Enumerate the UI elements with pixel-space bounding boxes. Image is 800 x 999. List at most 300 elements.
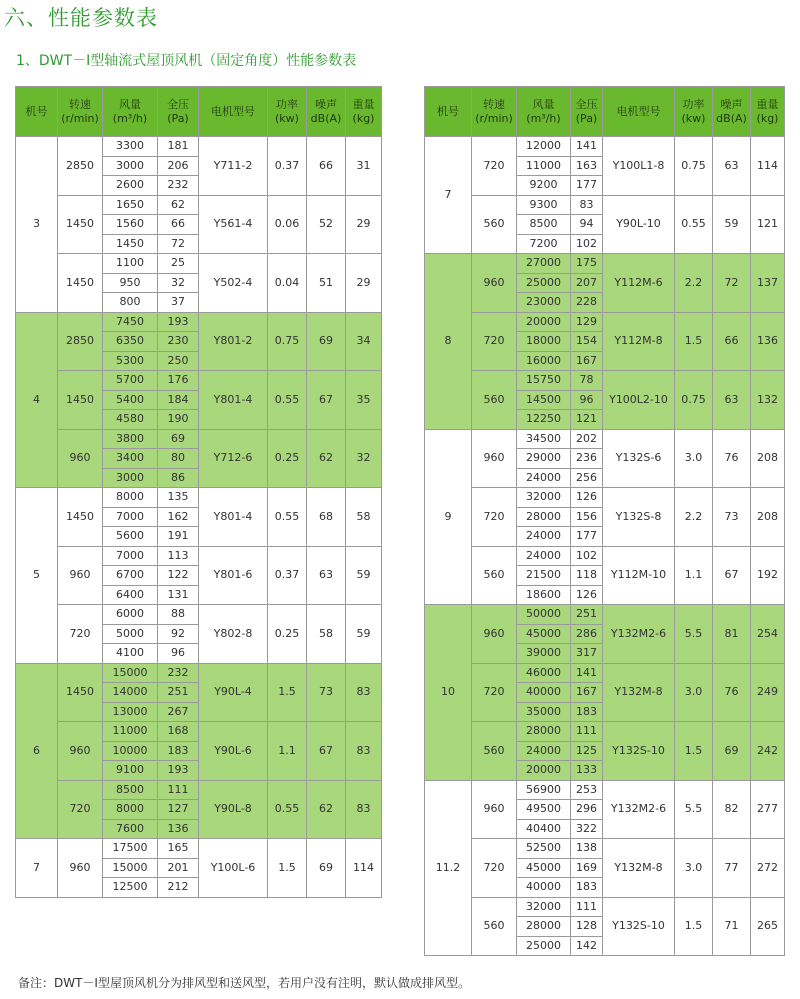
cell-air-volume: 1560 bbox=[103, 215, 158, 235]
header-model: 机号 bbox=[425, 87, 472, 137]
cell-weight: 29 bbox=[346, 254, 382, 313]
table-row bbox=[425, 195, 785, 215]
cell-air-volume: 3000 bbox=[103, 156, 158, 176]
cell-air-volume: 14500 bbox=[517, 390, 571, 410]
cell-motor: Y100L2-10 bbox=[603, 371, 675, 430]
cell-air-volume: 24000 bbox=[517, 527, 571, 547]
cell-weight: 59 bbox=[346, 546, 382, 605]
header-weight: 重量 (kg) bbox=[751, 87, 785, 137]
cell-model: 5 bbox=[16, 488, 58, 664]
cell-model: 10 bbox=[425, 605, 472, 781]
cell-pressure: 232 bbox=[158, 663, 199, 683]
cell-air-volume: 50000 bbox=[517, 605, 571, 625]
cell-air-volume: 800 bbox=[103, 293, 158, 313]
cell-air-volume: 7000 bbox=[103, 507, 158, 527]
cell-air-volume: 11000 bbox=[103, 722, 158, 742]
cell-model: 8 bbox=[425, 254, 472, 430]
cell-air-volume: 35000 bbox=[517, 702, 571, 722]
cell-speed: 960 bbox=[472, 254, 517, 313]
cell-power: 0.75 bbox=[675, 371, 713, 430]
footnote: 备注：DWT－Ⅰ型屋顶风机分为排风型和送风型，若用户没有注明，默认做成排风型。 bbox=[18, 976, 470, 990]
cell-motor: Y132S-10 bbox=[603, 722, 675, 781]
cell-pressure: 111 bbox=[571, 722, 603, 742]
cell-air-volume: 2600 bbox=[103, 176, 158, 196]
cell-power: 0.25 bbox=[268, 429, 307, 488]
cell-weight: 59 bbox=[346, 605, 382, 664]
cell-air-volume: 6400 bbox=[103, 585, 158, 605]
table-row bbox=[425, 722, 785, 742]
cell-air-volume: 25000 bbox=[517, 273, 571, 293]
cell-pressure: 92 bbox=[158, 624, 199, 644]
cell-motor: Y132S-10 bbox=[603, 897, 675, 956]
cell-power: 2.2 bbox=[675, 254, 713, 313]
cell-motor: Y132S-6 bbox=[603, 429, 675, 488]
cell-pressure: 176 bbox=[158, 371, 199, 391]
cell-pressure: 317 bbox=[571, 644, 603, 664]
cell-pressure: 154 bbox=[571, 332, 603, 352]
cell-weight: 58 bbox=[346, 488, 382, 547]
cell-pressure: 111 bbox=[571, 897, 603, 917]
cell-air-volume: 5300 bbox=[103, 351, 158, 371]
cell-pressure: 175 bbox=[571, 254, 603, 274]
table-row bbox=[16, 663, 382, 683]
table-row bbox=[16, 722, 382, 742]
cell-noise: 81 bbox=[713, 605, 751, 664]
table-title: 1、DWT－Ⅰ型轴流式屋顶风机（固定角度）性能参数表 bbox=[16, 53, 357, 69]
cell-air-volume: 28000 bbox=[517, 722, 571, 742]
cell-power: 3.0 bbox=[675, 429, 713, 488]
cell-air-volume: 6350 bbox=[103, 332, 158, 352]
cell-noise: 62 bbox=[307, 780, 346, 839]
cell-pressure: 135 bbox=[158, 488, 199, 508]
cell-pressure: 62 bbox=[158, 195, 199, 215]
cell-air-volume: 8000 bbox=[103, 800, 158, 820]
cell-pressure: 69 bbox=[158, 429, 199, 449]
cell-air-volume: 11000 bbox=[517, 156, 571, 176]
cell-pressure: 141 bbox=[571, 137, 603, 157]
cell-noise: 73 bbox=[713, 488, 751, 547]
cell-weight: 83 bbox=[346, 663, 382, 722]
cell-power: 1.5 bbox=[268, 663, 307, 722]
cell-air-volume: 7200 bbox=[517, 234, 571, 254]
cell-air-volume: 5000 bbox=[103, 624, 158, 644]
cell-air-volume: 18600 bbox=[517, 585, 571, 605]
cell-model: 4 bbox=[16, 312, 58, 488]
table-row bbox=[425, 663, 785, 683]
cell-pressure: 236 bbox=[571, 449, 603, 469]
cell-air-volume: 9200 bbox=[517, 176, 571, 196]
table-row bbox=[425, 605, 785, 625]
cell-pressure: 113 bbox=[158, 546, 199, 566]
cell-pressure: 121 bbox=[571, 410, 603, 430]
cell-air-volume: 28000 bbox=[517, 507, 571, 527]
cell-pressure: 165 bbox=[158, 839, 199, 859]
cell-noise: 66 bbox=[713, 312, 751, 371]
table-row bbox=[425, 137, 785, 157]
header-model: 机号 bbox=[16, 87, 58, 137]
cell-air-volume: 10000 bbox=[103, 741, 158, 761]
header-power: 功率 (kw) bbox=[268, 87, 307, 137]
cell-pressure: 129 bbox=[571, 312, 603, 332]
cell-model: 7 bbox=[16, 839, 58, 898]
header-motor: 电机型号 bbox=[603, 87, 675, 137]
cell-pressure: 250 bbox=[158, 351, 199, 371]
table-row bbox=[425, 546, 785, 566]
cell-speed: 720 bbox=[58, 605, 103, 664]
cell-pressure: 228 bbox=[571, 293, 603, 313]
cell-speed: 1450 bbox=[58, 195, 103, 254]
cell-weight: 29 bbox=[346, 195, 382, 254]
cell-air-volume: 21500 bbox=[517, 566, 571, 586]
cell-pressure: 181 bbox=[158, 137, 199, 157]
cell-air-volume: 5700 bbox=[103, 371, 158, 391]
cell-pressure: 163 bbox=[571, 156, 603, 176]
cell-noise: 59 bbox=[713, 195, 751, 254]
table-row bbox=[16, 312, 382, 332]
cell-motor: Y112M-10 bbox=[603, 546, 675, 605]
cell-noise: 69 bbox=[713, 722, 751, 781]
cell-power: 3.0 bbox=[675, 839, 713, 898]
cell-pressure: 72 bbox=[158, 234, 199, 254]
cell-speed: 720 bbox=[58, 780, 103, 839]
cell-air-volume: 28000 bbox=[517, 917, 571, 937]
cell-speed: 560 bbox=[472, 195, 517, 254]
cell-air-volume: 40000 bbox=[517, 878, 571, 898]
cell-air-volume: 3400 bbox=[103, 449, 158, 469]
cell-motor: Y561-4 bbox=[199, 195, 268, 254]
cell-air-volume: 9300 bbox=[517, 195, 571, 215]
cell-noise: 68 bbox=[307, 488, 346, 547]
cell-pressure: 202 bbox=[571, 429, 603, 449]
cell-power: 1.5 bbox=[675, 312, 713, 371]
cell-pressure: 256 bbox=[571, 468, 603, 488]
cell-pressure: 156 bbox=[571, 507, 603, 527]
cell-weight: 35 bbox=[346, 371, 382, 430]
cell-pressure: 168 bbox=[158, 722, 199, 742]
cell-power: 1.1 bbox=[268, 722, 307, 781]
cell-air-volume: 16000 bbox=[517, 351, 571, 371]
cell-power: 5.5 bbox=[675, 605, 713, 664]
header-pressure: 全压 (Pa) bbox=[571, 87, 603, 137]
cell-air-volume: 1100 bbox=[103, 254, 158, 274]
cell-air-volume: 12250 bbox=[517, 410, 571, 430]
cell-noise: 58 bbox=[307, 605, 346, 664]
cell-pressure: 184 bbox=[158, 390, 199, 410]
cell-pressure: 141 bbox=[571, 663, 603, 683]
cell-air-volume: 29000 bbox=[517, 449, 571, 469]
cell-air-volume: 56900 bbox=[517, 780, 571, 800]
cell-pressure: 142 bbox=[571, 936, 603, 956]
cell-speed: 720 bbox=[472, 488, 517, 547]
cell-air-volume: 6000 bbox=[103, 605, 158, 625]
cell-air-volume: 5400 bbox=[103, 390, 158, 410]
header-speed: 转速 (r/min) bbox=[472, 87, 517, 137]
cell-air-volume: 1450 bbox=[103, 234, 158, 254]
cell-speed: 560 bbox=[472, 722, 517, 781]
cell-pressure: 177 bbox=[571, 527, 603, 547]
cell-air-volume: 15000 bbox=[103, 858, 158, 878]
cell-air-volume: 32000 bbox=[517, 488, 571, 508]
cell-pressure: 253 bbox=[571, 780, 603, 800]
cell-power: 5.5 bbox=[675, 780, 713, 839]
cell-air-volume: 24000 bbox=[517, 546, 571, 566]
cell-air-volume: 40000 bbox=[517, 683, 571, 703]
cell-power: 0.04 bbox=[268, 254, 307, 313]
cell-air-volume: 14000 bbox=[103, 683, 158, 703]
cell-power: 1.5 bbox=[675, 897, 713, 956]
cell-pressure: 88 bbox=[158, 605, 199, 625]
cell-weight: 83 bbox=[346, 780, 382, 839]
cell-power: 0.75 bbox=[675, 137, 713, 196]
cell-pressure: 206 bbox=[158, 156, 199, 176]
cell-noise: 51 bbox=[307, 254, 346, 313]
cell-pressure: 78 bbox=[571, 371, 603, 391]
cell-air-volume: 12500 bbox=[103, 878, 158, 898]
cell-motor: Y801-4 bbox=[199, 371, 268, 430]
cell-weight: 83 bbox=[346, 722, 382, 781]
cell-pressure: 212 bbox=[158, 878, 199, 898]
header-noise: 噪声 dB(A) bbox=[713, 87, 751, 137]
table-row bbox=[16, 488, 382, 508]
cell-speed: 1450 bbox=[58, 254, 103, 313]
cell-power: 0.55 bbox=[268, 780, 307, 839]
cell-pressure: 37 bbox=[158, 293, 199, 313]
cell-power: 0.75 bbox=[268, 312, 307, 371]
cell-motor: Y711-2 bbox=[199, 137, 268, 196]
cell-pressure: 286 bbox=[571, 624, 603, 644]
cell-model: 6 bbox=[16, 663, 58, 839]
cell-weight: 137 bbox=[751, 254, 785, 313]
cell-air-volume: 3300 bbox=[103, 137, 158, 157]
cell-air-volume: 52500 bbox=[517, 839, 571, 859]
cell-weight: 192 bbox=[751, 546, 785, 605]
cell-motor: Y90L-10 bbox=[603, 195, 675, 254]
header-power: 功率 (kw) bbox=[675, 87, 713, 137]
cell-air-volume: 6700 bbox=[103, 566, 158, 586]
section-title: 六、性能参数表 bbox=[4, 6, 158, 30]
cell-weight: 265 bbox=[751, 897, 785, 956]
cell-speed: 1450 bbox=[58, 663, 103, 722]
table-row bbox=[16, 429, 382, 449]
cell-pressure: 169 bbox=[571, 858, 603, 878]
cell-weight: 249 bbox=[751, 663, 785, 722]
cell-weight: 277 bbox=[751, 780, 785, 839]
cell-noise: 67 bbox=[307, 722, 346, 781]
cell-speed: 960 bbox=[472, 605, 517, 664]
cell-speed: 960 bbox=[58, 722, 103, 781]
cell-air-volume: 32000 bbox=[517, 897, 571, 917]
cell-noise: 52 bbox=[307, 195, 346, 254]
cell-power: 0.55 bbox=[268, 371, 307, 430]
cell-weight: 136 bbox=[751, 312, 785, 371]
cell-pressure: 230 bbox=[158, 332, 199, 352]
header-air-volume: 风量 (m³/h) bbox=[517, 87, 571, 137]
cell-model: 11.2 bbox=[425, 780, 472, 956]
cell-noise: 69 bbox=[307, 312, 346, 371]
table-row bbox=[425, 839, 785, 859]
cell-weight: 32 bbox=[346, 429, 382, 488]
cell-weight: 34 bbox=[346, 312, 382, 371]
cell-air-volume: 34500 bbox=[517, 429, 571, 449]
cell-air-volume: 20000 bbox=[517, 312, 571, 332]
cell-air-volume: 18000 bbox=[517, 332, 571, 352]
cell-air-volume: 13000 bbox=[103, 702, 158, 722]
cell-air-volume: 49500 bbox=[517, 800, 571, 820]
cell-pressure: 131 bbox=[158, 585, 199, 605]
cell-air-volume: 24000 bbox=[517, 741, 571, 761]
cell-power: 1.1 bbox=[675, 546, 713, 605]
header-pressure: 全压 (Pa) bbox=[158, 87, 199, 137]
cell-speed: 720 bbox=[472, 137, 517, 196]
cell-pressure: 66 bbox=[158, 215, 199, 235]
header-weight: 重量 (kg) bbox=[346, 87, 382, 137]
cell-air-volume: 9100 bbox=[103, 761, 158, 781]
cell-air-volume: 15750 bbox=[517, 371, 571, 391]
cell-weight: 114 bbox=[346, 839, 382, 898]
cell-motor: Y100L1-8 bbox=[603, 137, 675, 196]
cell-speed: 560 bbox=[472, 897, 517, 956]
performance-table-left bbox=[15, 86, 382, 898]
cell-air-volume: 4100 bbox=[103, 644, 158, 664]
table-row bbox=[425, 312, 785, 332]
cell-pressure: 190 bbox=[158, 410, 199, 430]
cell-speed: 560 bbox=[472, 371, 517, 430]
cell-noise: 66 bbox=[307, 137, 346, 196]
cell-power: 0.55 bbox=[675, 195, 713, 254]
cell-pressure: 83 bbox=[571, 195, 603, 215]
table-row bbox=[16, 839, 382, 859]
cell-pressure: 167 bbox=[571, 351, 603, 371]
cell-pressure: 322 bbox=[571, 819, 603, 839]
cell-pressure: 111 bbox=[158, 780, 199, 800]
cell-pressure: 133 bbox=[571, 761, 603, 781]
cell-noise: 72 bbox=[713, 254, 751, 313]
cell-air-volume: 1650 bbox=[103, 195, 158, 215]
table-row bbox=[425, 371, 785, 391]
cell-speed: 2850 bbox=[58, 137, 103, 196]
cell-power: 0.25 bbox=[268, 605, 307, 664]
cell-pressure: 126 bbox=[571, 585, 603, 605]
cell-pressure: 96 bbox=[571, 390, 603, 410]
cell-air-volume: 39000 bbox=[517, 644, 571, 664]
cell-noise: 82 bbox=[713, 780, 751, 839]
cell-pressure: 80 bbox=[158, 449, 199, 469]
cell-motor: Y801-2 bbox=[199, 312, 268, 371]
cell-model: 9 bbox=[425, 429, 472, 605]
cell-noise: 76 bbox=[713, 429, 751, 488]
cell-pressure: 183 bbox=[158, 741, 199, 761]
cell-air-volume: 7000 bbox=[103, 546, 158, 566]
cell-noise: 71 bbox=[713, 897, 751, 956]
cell-air-volume: 8000 bbox=[103, 488, 158, 508]
cell-pressure: 126 bbox=[571, 488, 603, 508]
cell-motor: Y801-6 bbox=[199, 546, 268, 605]
cell-pressure: 102 bbox=[571, 234, 603, 254]
cell-power: 0.37 bbox=[268, 546, 307, 605]
table-row bbox=[425, 254, 785, 274]
table-row bbox=[425, 429, 785, 449]
header-noise: 噪声 dB(A) bbox=[307, 87, 346, 137]
cell-weight: 208 bbox=[751, 429, 785, 488]
cell-pressure: 193 bbox=[158, 761, 199, 781]
cell-air-volume: 7450 bbox=[103, 312, 158, 332]
cell-pressure: 32 bbox=[158, 273, 199, 293]
cell-noise: 62 bbox=[307, 429, 346, 488]
table-row bbox=[16, 371, 382, 391]
cell-pressure: 167 bbox=[571, 683, 603, 703]
cell-noise: 69 bbox=[307, 839, 346, 898]
cell-power: 0.06 bbox=[268, 195, 307, 254]
table-row bbox=[16, 546, 382, 566]
cell-motor: Y112M-8 bbox=[603, 312, 675, 371]
cell-pressure: 102 bbox=[571, 546, 603, 566]
cell-noise: 63 bbox=[307, 546, 346, 605]
cell-speed: 960 bbox=[472, 780, 517, 839]
cell-speed: 560 bbox=[472, 546, 517, 605]
cell-motor: Y502-4 bbox=[199, 254, 268, 313]
cell-pressure: 25 bbox=[158, 254, 199, 274]
cell-speed: 960 bbox=[58, 839, 103, 898]
cell-pressure: 251 bbox=[571, 605, 603, 625]
cell-motor: Y100L-6 bbox=[199, 839, 268, 898]
header-air-volume: 风量 (m³/h) bbox=[103, 87, 158, 137]
cell-air-volume: 3800 bbox=[103, 429, 158, 449]
cell-air-volume: 45000 bbox=[517, 624, 571, 644]
cell-air-volume: 15000 bbox=[103, 663, 158, 683]
cell-noise: 67 bbox=[307, 371, 346, 430]
cell-model: 3 bbox=[16, 137, 58, 313]
cell-pressure: 125 bbox=[571, 741, 603, 761]
cell-speed: 720 bbox=[472, 663, 517, 722]
cell-motor: Y712-6 bbox=[199, 429, 268, 488]
cell-speed: 960 bbox=[58, 546, 103, 605]
cell-air-volume: 8500 bbox=[517, 215, 571, 235]
cell-motor: Y132M2-6 bbox=[603, 605, 675, 664]
cell-motor: Y801-4 bbox=[199, 488, 268, 547]
cell-noise: 76 bbox=[713, 663, 751, 722]
table-row bbox=[16, 254, 382, 274]
cell-motor: Y90L-6 bbox=[199, 722, 268, 781]
cell-pressure: 183 bbox=[571, 878, 603, 898]
cell-noise: 67 bbox=[713, 546, 751, 605]
cell-speed: 720 bbox=[472, 312, 517, 371]
table-header-row bbox=[16, 87, 382, 137]
cell-pressure: 207 bbox=[571, 273, 603, 293]
cell-weight: 31 bbox=[346, 137, 382, 196]
header-speed: 转速 (r/min) bbox=[58, 87, 103, 137]
cell-power: 0.37 bbox=[268, 137, 307, 196]
cell-pressure: 162 bbox=[158, 507, 199, 527]
cell-air-volume: 25000 bbox=[517, 936, 571, 956]
cell-speed: 720 bbox=[472, 839, 517, 898]
cell-pressure: 267 bbox=[158, 702, 199, 722]
cell-speed: 1450 bbox=[58, 371, 103, 430]
cell-air-volume: 12000 bbox=[517, 137, 571, 157]
cell-motor: Y112M-6 bbox=[603, 254, 675, 313]
cell-speed: 960 bbox=[58, 429, 103, 488]
cell-air-volume: 40400 bbox=[517, 819, 571, 839]
cell-weight: 254 bbox=[751, 605, 785, 664]
table-row bbox=[16, 780, 382, 800]
cell-pressure: 127 bbox=[158, 800, 199, 820]
cell-pressure: 251 bbox=[158, 683, 199, 703]
cell-power: 1.5 bbox=[268, 839, 307, 898]
cell-air-volume: 4580 bbox=[103, 410, 158, 430]
cell-weight: 121 bbox=[751, 195, 785, 254]
cell-weight: 114 bbox=[751, 137, 785, 196]
cell-pressure: 177 bbox=[571, 176, 603, 196]
cell-air-volume: 23000 bbox=[517, 293, 571, 313]
